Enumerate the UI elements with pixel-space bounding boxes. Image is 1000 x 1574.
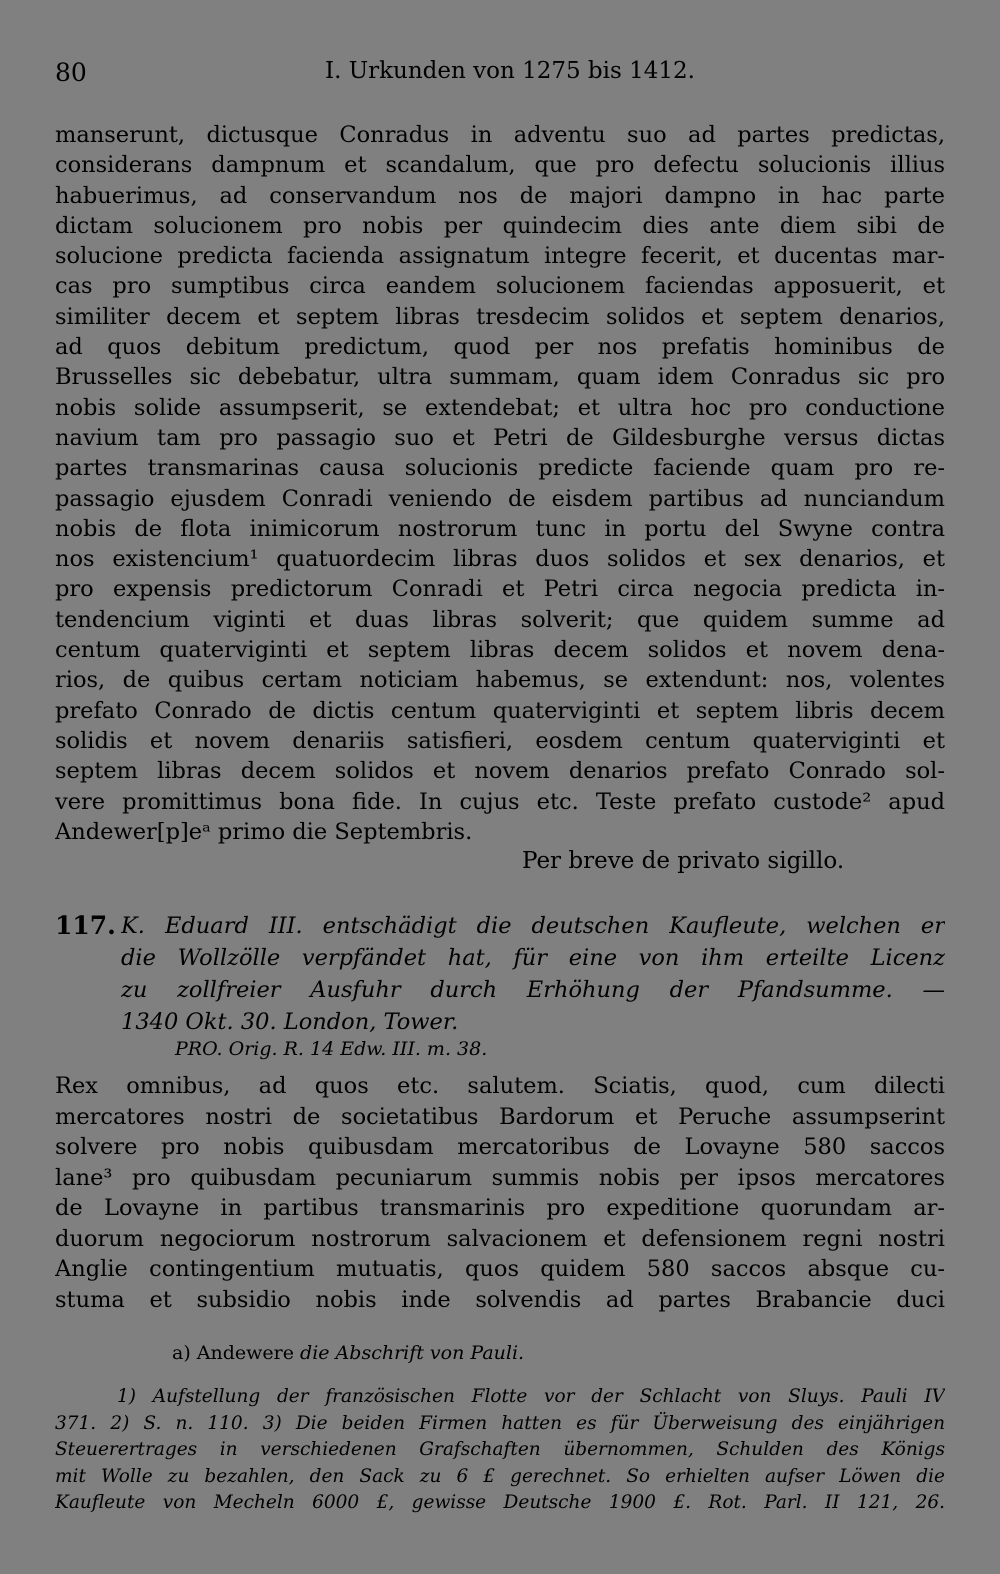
footnote-line: mit Wolle zu bezahlen, den Sack zu 6 £ gerechnet. So erhielten aufser Löwen die <box>55 1465 945 1487</box>
text-line: Brusselles sic debebatur, ultra summam, quam idem Conradus sic pro <box>55 364 945 391</box>
text-line: cas pro sumptibus circa eandem solucionem faciendas apposuerit, et <box>55 273 945 300</box>
text-line: Rex omnibus, ad quos etc. salutem. Sciatis, quod, cum dilecti <box>55 1073 945 1099</box>
footnote-line: 1) Aufstellung der französischen Flotte vor der Schlacht von Sluys. Pauli IV <box>117 1386 945 1407</box>
text-line: Andewer[p]eᵃ primo die Septembris. <box>55 818 473 845</box>
text-line: dictam solucionem pro nobis per quindecim dies ante diem sibi de <box>55 212 945 239</box>
text-line: tendencium viginti et duas libras solverit; que quidem summe ad <box>55 606 945 633</box>
running-head <box>55 58 945 92</box>
page-number: 80 <box>55 58 87 87</box>
source-citation: PRO. Orig. R. 14 Edw. III. m. 38. <box>175 1038 488 1060</box>
text-line: lane³ pro quibusdam pecuniarum summis nobis per ipsos mercatores <box>55 1164 945 1191</box>
body-continuation <box>55 120 945 847</box>
text-line: considerans dampnum et scandalum, que pro defectu solucionis illius <box>55 152 945 179</box>
text-line: de Lovayne in partibus transmarinis pro expeditione quorundam ar- <box>55 1195 945 1221</box>
text-line: solucione predicta facienda assignatum integre fecerit, et ducentas mar- <box>55 243 945 270</box>
document-regest <box>121 910 945 1038</box>
text-line: vere promittimus bona fide. In cujus etc. Teste prefato custode² apud <box>55 788 945 815</box>
text-line: prefato Conrado de dictis centum quaterviginti et septem libris decem <box>55 697 945 724</box>
footnote-line: Steuerertrages in verschiedenen Grafschaften übernommen, Schulden des Königs <box>55 1439 945 1460</box>
text-line: rios, de quibus certam noticiam habemus, se extendunt: nos, volentes <box>55 667 945 694</box>
text-line: centum quaterviginti et septem libras decem solidos et novem dena- <box>55 637 945 664</box>
text-line: septem libras decem solidos et novem denarios prefato Conrado sol- <box>55 758 945 785</box>
signature-line: Per breve de privato sigillo. <box>522 848 845 874</box>
text-line: habuerimus, ad conservandum nos de majori dampno in hac parte <box>55 182 945 209</box>
text-line: solvere pro nobis quibusdam mercatoribus de Lovayne 580 saccos <box>55 1134 945 1160</box>
text-line: mercatores nostri de societatibus Bardorum et Peruche assumpserint <box>55 1103 945 1130</box>
document-heading <box>55 910 945 1038</box>
footnote-a-label: a) Andewere <box>172 1342 294 1364</box>
document-body <box>55 1071 945 1315</box>
text-line: pro expensis predictorum Conradi et Petri circa negocia predicta in- <box>55 576 945 603</box>
footnote-line: 371. 2) S. n. 110. 3) Die beiden Firmen hatten es für Überweisung des einjährigen <box>55 1412 945 1434</box>
text-line: partes transmarinas causa solucionis predicte faciende quam pro re- <box>55 455 945 482</box>
text-line: nobis de flota inimicorum nostrorum tunc in portu del Swyne contra <box>55 515 945 542</box>
regest-line: die Wollzölle verpfändet hat, für eine von ihm erteilte Licenz <box>121 945 945 971</box>
text-line: manserunt, dictusque Conradus in adventu suo ad partes predictas, <box>55 122 945 148</box>
text-line: duorum negociorum nostrorum salvacionem et defensionem regni nostri <box>55 1225 945 1252</box>
footnotes <box>55 1384 945 1517</box>
text-line: ad quos debitum predictum, quod per nos prefatis hominibus de <box>55 334 945 361</box>
text-line: Anglie contingentium mutuatis, quos quidem 580 saccos absque cu- <box>55 1256 945 1282</box>
text-line: passagio ejusdem Conradi veniendo de eisdem partibus ad nunciandum <box>55 485 945 512</box>
regest-line: 1340 Okt. 30. London, Tower. <box>121 1009 459 1035</box>
text-line: similiter decem et septem libras tresdecim solidos et septem denarios, <box>55 303 945 330</box>
footnote-a <box>172 1342 524 1364</box>
footnote-line: Kaufleute von Mecheln 6000 £, gewisse Deutsche 1900 £. Rot. Parl. II 121, 26. <box>55 1492 945 1513</box>
text-line: solidis et novem denariis satisfieri, eosdem centum quaterviginti et <box>55 727 945 754</box>
text-line: nos existencium¹ quatuordecim libras duos solidos et sex denarios, et <box>55 546 945 573</box>
document-number: 117. <box>55 911 116 940</box>
text-line: stuma et subsidio nobis inde solvendis ad partes Brabancie duci <box>55 1286 945 1313</box>
footnote-a-text: die Abschrift von Pauli. <box>300 1342 525 1364</box>
text-line: nobis solide assumpserit, se extendebat; et ultra hoc pro conductione <box>55 394 945 421</box>
regest-line: zu zollfreier Ausfuhr durch Erhöhung der Pfandsumme. — <box>121 977 945 1003</box>
regest-line: K. Eduard III. entschädigt die deutschen Kaufleute, welchen er <box>121 913 945 939</box>
running-title: I. Urkunden von 1275 bis 1412. <box>325 58 695 84</box>
text-line: navium tam pro passagio suo et Petri de Gildesburghe versus dictas <box>55 424 945 451</box>
